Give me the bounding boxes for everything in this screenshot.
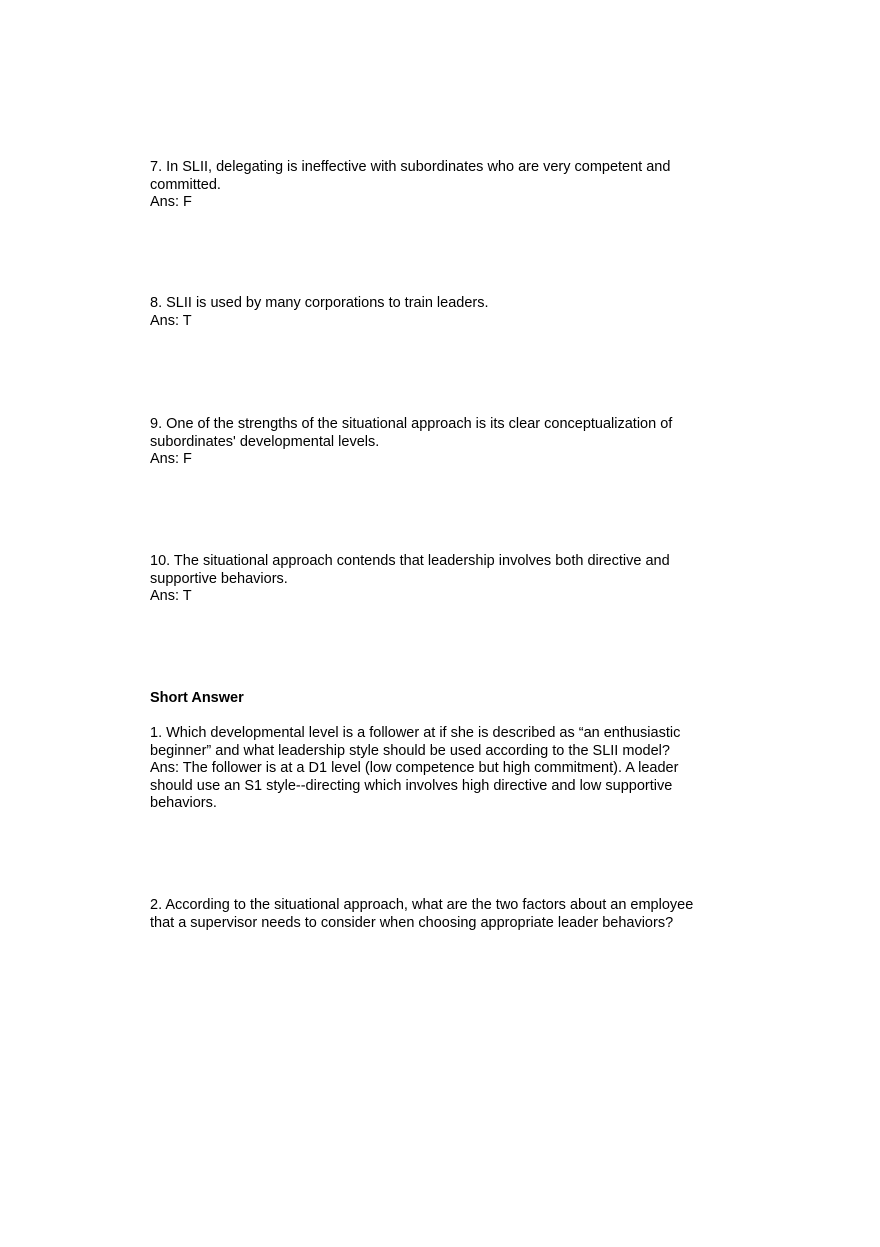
answer-text: Ans: The follower is at a D1 level (low competence but high commitment). A leader <box>150 760 679 776</box>
question-text: 8. SLII is used by many corporations to train leaders. <box>150 295 489 311</box>
question-text: 2. According to the situational approach, what are the two factors about an employee <box>150 897 694 913</box>
true-false-question-10 <box>150 553 725 606</box>
answer-text: Ans: T <box>150 312 192 329</box>
answer-text: Ans: T <box>150 588 192 604</box>
true-false-question-8 <box>150 295 725 330</box>
question-text: supportive behaviors. <box>150 570 288 587</box>
answer-text: Ans: F <box>150 194 192 210</box>
answer-text: Ans: F <box>150 451 192 467</box>
true-false-question-7 <box>150 159 725 212</box>
true-false-question-9 <box>150 416 725 469</box>
short-answer-question-1 <box>150 725 725 813</box>
answer-text: behaviors. <box>150 795 217 811</box>
question-text: committed. <box>150 176 221 193</box>
answer-text: should use an S1 style--directing which involves high directive and low supportive <box>150 777 673 794</box>
short-answer-question-2 <box>150 897 725 932</box>
question-text: 10. The situational approach contends that leadership involves both directive and <box>150 553 670 569</box>
question-text: 7. In SLII, delegating is ineffective with subordinates who are very competent and <box>150 159 671 175</box>
question-text: 9. One of the strengths of the situational approach is its clear conceptualization of <box>150 416 673 432</box>
section-heading: Short Answer <box>150 690 244 706</box>
question-text: subordinates' developmental levels. <box>150 433 380 450</box>
question-text: that a supervisor needs to consider when choosing appropriate leader behaviors? <box>150 914 674 931</box>
question-text: 1. Which developmental level is a follower at if she is described as “an enthusiastic <box>150 725 681 741</box>
question-text: beginner” and what leadership style should be used according to the SLII model? <box>150 742 670 759</box>
